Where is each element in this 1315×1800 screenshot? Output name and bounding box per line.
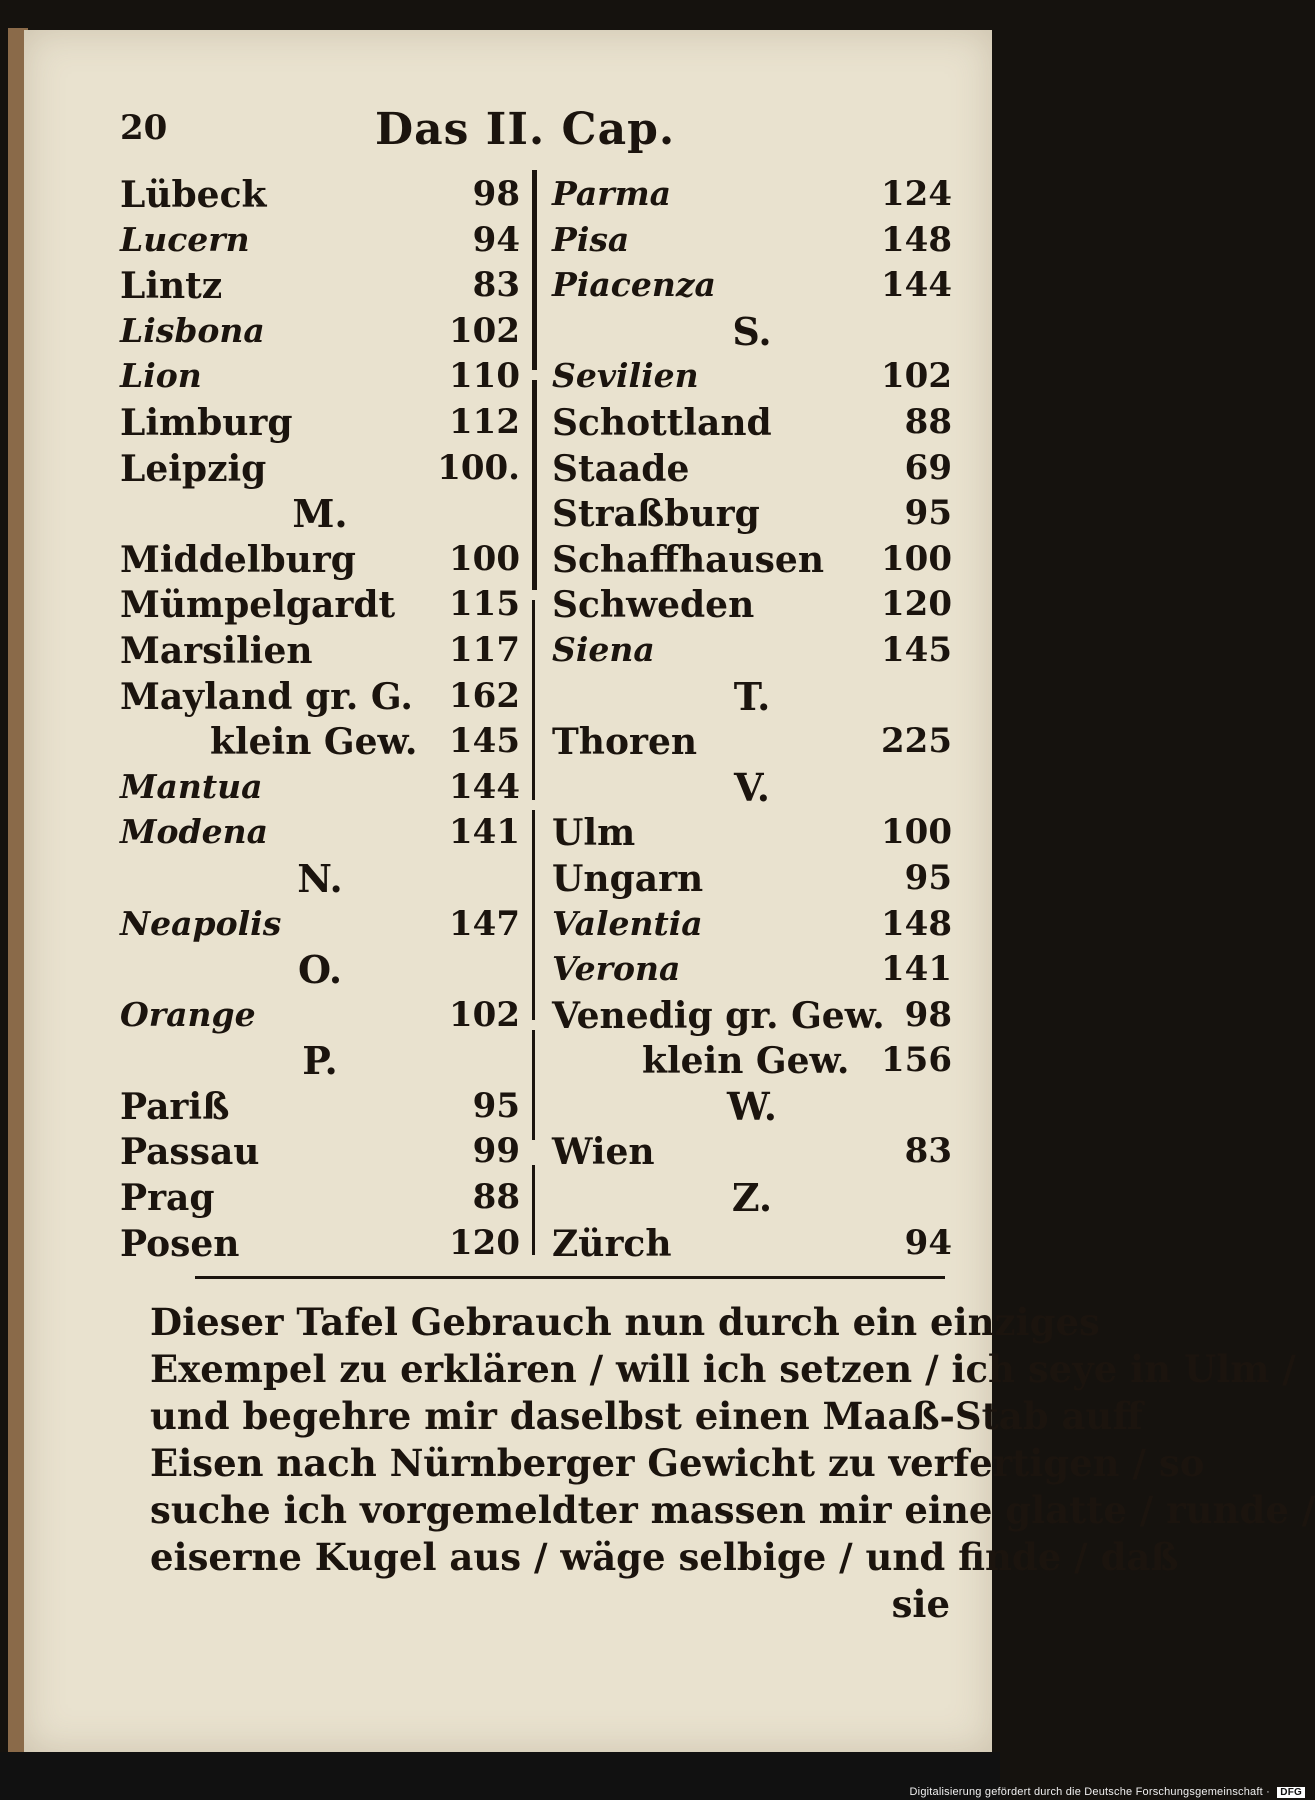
weight-table (120, 170, 950, 1265)
table-row (552, 808, 952, 854)
city-name: Lion (120, 356, 202, 396)
weight-value: 124 (881, 174, 952, 214)
section-letter: O. (297, 947, 343, 993)
section-letter: Z. (731, 1175, 773, 1221)
table-row (552, 398, 952, 444)
column-divider (532, 380, 537, 590)
city-name: Ulm (552, 812, 636, 855)
section-letter-row (120, 489, 520, 535)
weight-value: 95 (904, 857, 952, 898)
city-name: Limburg (120, 401, 293, 444)
city-name: Wien (552, 1131, 655, 1174)
city-name: Pisa (552, 219, 630, 259)
table-row (552, 535, 952, 581)
weight-value: 94 (472, 219, 520, 260)
body-paragraph (150, 1290, 1315, 1710)
table-row (552, 1219, 952, 1265)
city-name: Lübeck (120, 174, 267, 216)
city-name: Mümpelgardt (120, 584, 396, 627)
table-row (120, 580, 520, 626)
weight-value: 88 (904, 401, 952, 442)
dfg-logo: DFG (1277, 1787, 1305, 1798)
table-row (120, 672, 520, 718)
weight-value: 120 (881, 584, 952, 625)
table-row (120, 717, 520, 763)
table-row (552, 444, 952, 490)
weight-value: 100 (881, 812, 952, 853)
table-row (552, 216, 952, 262)
weight-value: 156 (881, 1040, 952, 1081)
weight-value: 120 (449, 1222, 520, 1263)
weight-value: 83 (472, 265, 520, 306)
city-name: Venedig gr. Gew. (552, 994, 885, 1037)
table-row (120, 216, 520, 262)
city-name: Marsilien (120, 629, 313, 672)
city-name: Mantua (120, 766, 263, 806)
section-letter-row (120, 945, 520, 991)
table-row (120, 763, 520, 809)
weight-value: 147 (449, 903, 520, 944)
section-letter: S. (732, 308, 772, 354)
city-name: Zürch (552, 1222, 672, 1265)
table-row (552, 717, 952, 763)
city-name: klein Gew. (642, 1040, 850, 1083)
paragraph-line: Eisen nach Nürnberger Gewicht zu verfertigen / so (150, 1441, 1205, 1485)
weight-value: 102 (881, 356, 952, 397)
table-row (552, 900, 952, 946)
weight-value: 69 (904, 447, 952, 488)
table-row (552, 945, 952, 991)
city-name: Piacenza (552, 265, 716, 305)
table-row (552, 489, 952, 535)
paragraph-line: Dieser Tafel Gebrauch nun durch ein einziges (150, 1300, 1100, 1344)
section-letter: T. (733, 673, 771, 719)
weight-value: 102 (449, 310, 520, 351)
city-name: Straßburg (552, 493, 760, 536)
weight-value: 148 (881, 219, 952, 260)
weight-value: 162 (449, 675, 520, 716)
city-name: Siena (552, 629, 655, 669)
section-letter: M. (292, 491, 348, 537)
section-letter-row (552, 1082, 952, 1128)
scan-footer-strip (0, 1752, 1000, 1800)
city-name: Lintz (120, 265, 223, 308)
table-row (120, 307, 520, 353)
credit-text: Digitalisierung gefördert durch die Deutsche Forschungsgemeinschaft · (909, 1786, 1271, 1798)
table-row (120, 808, 520, 854)
table-row (120, 352, 520, 398)
table-row (552, 854, 952, 900)
table-row (120, 444, 520, 490)
section-letter-row (552, 1173, 952, 1219)
weight-value: 94 (904, 1222, 952, 1263)
weight-value: 117 (449, 629, 520, 670)
column-divider (532, 170, 537, 370)
section-letter-row (552, 672, 952, 718)
city-name: Verona (552, 949, 681, 989)
city-name: Leipzig (120, 447, 267, 490)
section-letter-row (120, 1036, 520, 1082)
weight-value: 100. (437, 447, 520, 488)
table-row (552, 261, 952, 307)
paragraph-line: suche ich vorgemeldter massen mir eine glatte / runde / (150, 1488, 1315, 1532)
city-name: Valentia (552, 903, 703, 943)
column-divider (532, 1030, 535, 1140)
city-name: Pariß (120, 1085, 230, 1128)
weight-value: 225 (881, 721, 952, 762)
column-divider (532, 1165, 535, 1255)
table-row (120, 991, 520, 1037)
city-name: Posen (120, 1222, 240, 1265)
city-name: Passau (120, 1131, 260, 1174)
weight-value: 145 (881, 629, 952, 670)
section-letter: V. (733, 764, 771, 810)
table-row (120, 261, 520, 307)
table-row (120, 1127, 520, 1173)
city-name: Lisbona (120, 310, 265, 350)
table-column-right (552, 170, 952, 1264)
weight-value: 100 (881, 538, 952, 579)
weight-value: 98 (472, 174, 520, 214)
weight-value: 144 (881, 265, 952, 306)
table-row (552, 991, 952, 1037)
city-name: Sevilien (552, 356, 699, 396)
table-row (120, 1219, 520, 1265)
weight-value: 88 (472, 1177, 520, 1218)
section-letter: W. (727, 1083, 777, 1129)
city-name: Schaffhausen (552, 538, 824, 581)
weight-value: 115 (449, 584, 520, 625)
city-name: Neapolis (120, 903, 282, 943)
section-letter: P. (302, 1038, 338, 1084)
city-name: Thoren (552, 721, 698, 764)
city-name: klein Gew. (210, 721, 418, 764)
table-row (552, 626, 952, 672)
table-row (552, 1127, 952, 1173)
weight-value: 83 (904, 1131, 952, 1172)
column-divider (532, 600, 535, 800)
weight-value: 112 (449, 401, 520, 442)
running-title: Das II. Cap. (375, 104, 676, 155)
section-letter-row (552, 763, 952, 809)
page-number: 20 (120, 108, 168, 148)
city-name: Middelburg (120, 538, 356, 581)
table-row (120, 900, 520, 946)
table-row (552, 170, 952, 216)
section-letter-row (120, 854, 520, 900)
weight-value: 102 (449, 994, 520, 1035)
column-divider (532, 810, 535, 1020)
weight-value: 99 (472, 1131, 520, 1172)
city-name: Staade (552, 447, 690, 490)
city-name: Schweden (552, 584, 755, 627)
section-letter: N. (297, 855, 343, 901)
paragraph-line: eiserne Kugel aus / wäge selbige / und finde / daß (150, 1535, 1179, 1579)
digitization-credit (910, 1786, 1305, 1798)
table-column-left (120, 170, 520, 1264)
weight-value: 100 (449, 538, 520, 579)
table-row (120, 535, 520, 581)
section-rule (195, 1276, 945, 1279)
table-row (120, 1082, 520, 1128)
table-row (120, 626, 520, 672)
city-name: Orange (120, 994, 256, 1034)
table-row (552, 352, 952, 398)
city-name: Prag (120, 1177, 215, 1220)
table-row (120, 170, 520, 216)
section-letter-row (552, 307, 952, 353)
table-row (552, 1036, 952, 1082)
city-name: Schottland (552, 401, 772, 444)
city-name: Modena (120, 812, 268, 852)
city-name: Mayland gr. G. (120, 675, 413, 718)
weight-value: 144 (449, 766, 520, 807)
city-name: Parma (552, 174, 671, 213)
page-header (120, 104, 860, 158)
paragraph-line: und begehre mir daselbst einen Maaß-Stab auff (150, 1394, 1143, 1438)
weight-value: 95 (904, 493, 952, 534)
weight-value: 95 (472, 1085, 520, 1126)
weight-value: 148 (881, 903, 952, 944)
weight-value: 98 (904, 994, 952, 1035)
catchword: sie (891, 1582, 950, 1626)
city-name: Ungarn (552, 857, 704, 900)
weight-value: 141 (449, 812, 520, 853)
weight-value: 145 (449, 721, 520, 762)
city-name: Lucern (120, 219, 250, 259)
table-row (552, 580, 952, 626)
weight-value: 141 (881, 949, 952, 990)
table-row (120, 398, 520, 444)
weight-value: 110 (449, 356, 520, 397)
paragraph-line: Exempel zu erklären / will ich setzen / ich seye in Ulm / (150, 1347, 1296, 1391)
table-row (120, 1173, 520, 1219)
